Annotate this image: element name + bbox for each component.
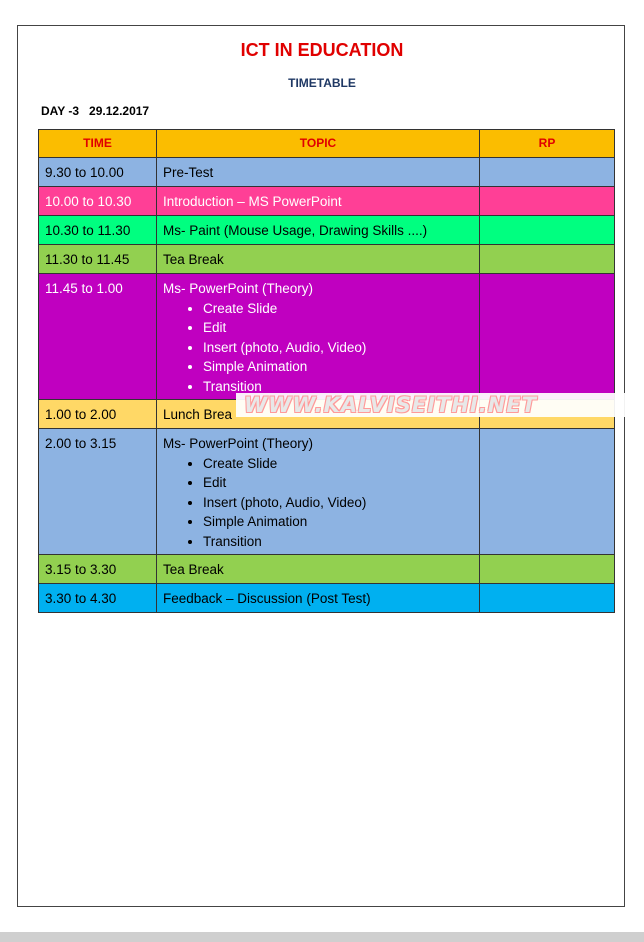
watermark-banner: WWW.KALVISEITHI.NET bbox=[236, 393, 640, 417]
rp-cell bbox=[480, 274, 615, 400]
table-row bbox=[39, 245, 615, 274]
list-item: • Simple Animation bbox=[203, 512, 473, 532]
table-row bbox=[39, 216, 615, 245]
time-cell: 11.45 to 1.00 bbox=[39, 274, 157, 400]
topic-cell: Tea Break bbox=[157, 555, 480, 584]
list-item: • Insert (photo, Audio, Video) bbox=[203, 493, 473, 513]
topic-cell: Tea Break bbox=[157, 245, 480, 274]
table-row bbox=[39, 429, 615, 555]
topic-subitems bbox=[163, 299, 473, 397]
topic-subitems bbox=[163, 454, 473, 552]
table-row bbox=[39, 187, 615, 216]
bottom-band bbox=[0, 932, 644, 942]
rp-cell bbox=[480, 584, 615, 613]
day-label: DAY -3 bbox=[41, 104, 80, 118]
time-cell: 3.15 to 3.30 bbox=[39, 555, 157, 584]
header-time: TIME bbox=[39, 130, 157, 158]
rp-cell bbox=[480, 245, 615, 274]
topic-cell bbox=[157, 274, 480, 400]
topic-heading: Ms- PowerPoint (Theory) bbox=[163, 436, 314, 451]
time-cell: 1.00 to 2.00 bbox=[39, 400, 157, 429]
rp-cell bbox=[480, 555, 615, 584]
list-item: • Create Slide bbox=[203, 299, 473, 319]
list-item: • Simple Animation bbox=[203, 357, 473, 377]
table-row bbox=[39, 158, 615, 187]
topic-cell: Lunch Brea bbox=[157, 400, 480, 429]
day-date-line bbox=[41, 104, 149, 118]
document-title: ICT IN EDUCATION bbox=[240, 40, 404, 60]
topic-cell bbox=[157, 429, 480, 555]
list-item: • Edit bbox=[203, 473, 473, 493]
table-row bbox=[39, 555, 615, 584]
time-cell: 2.00 to 3.15 bbox=[39, 429, 157, 555]
time-cell: 10.30 to 11.30 bbox=[39, 216, 157, 245]
time-cell: 3.30 to 4.30 bbox=[39, 584, 157, 613]
timetable-table bbox=[38, 129, 615, 613]
topic-cell: Ms- Paint (Mouse Usage, Drawing Skills ....) bbox=[157, 216, 480, 245]
rp-cell bbox=[480, 158, 615, 187]
topic-cell: Introduction – MS PowerPoint bbox=[157, 187, 480, 216]
topic-cell: Feedback – Discussion (Post Test) bbox=[157, 584, 480, 613]
time-cell: 10.00 to 10.30 bbox=[39, 187, 157, 216]
list-item: • Transition bbox=[203, 377, 473, 397]
table-row bbox=[39, 584, 615, 613]
date-label: 29.12.2017 bbox=[89, 104, 150, 118]
rp-cell bbox=[480, 187, 615, 216]
rp-cell bbox=[480, 429, 615, 555]
rp-cell bbox=[480, 216, 615, 245]
header-rp: RP bbox=[480, 130, 615, 158]
list-item: • Edit bbox=[203, 318, 473, 338]
topic-heading: Ms- PowerPoint (Theory) bbox=[163, 281, 314, 296]
document-subtitle: TIMETABLE bbox=[288, 76, 356, 90]
list-item: • Transition bbox=[203, 532, 473, 552]
header-topic: TOPIC bbox=[157, 130, 480, 158]
time-cell: 9.30 to 10.00 bbox=[39, 158, 157, 187]
topic-cell: Pre-Test bbox=[157, 158, 480, 187]
list-item: • Create Slide bbox=[203, 454, 473, 474]
header-row bbox=[39, 130, 615, 158]
list-item: • Insert (photo, Audio, Video) bbox=[203, 338, 473, 358]
table-row bbox=[39, 274, 615, 400]
time-cell: 11.30 to 11.45 bbox=[39, 245, 157, 274]
